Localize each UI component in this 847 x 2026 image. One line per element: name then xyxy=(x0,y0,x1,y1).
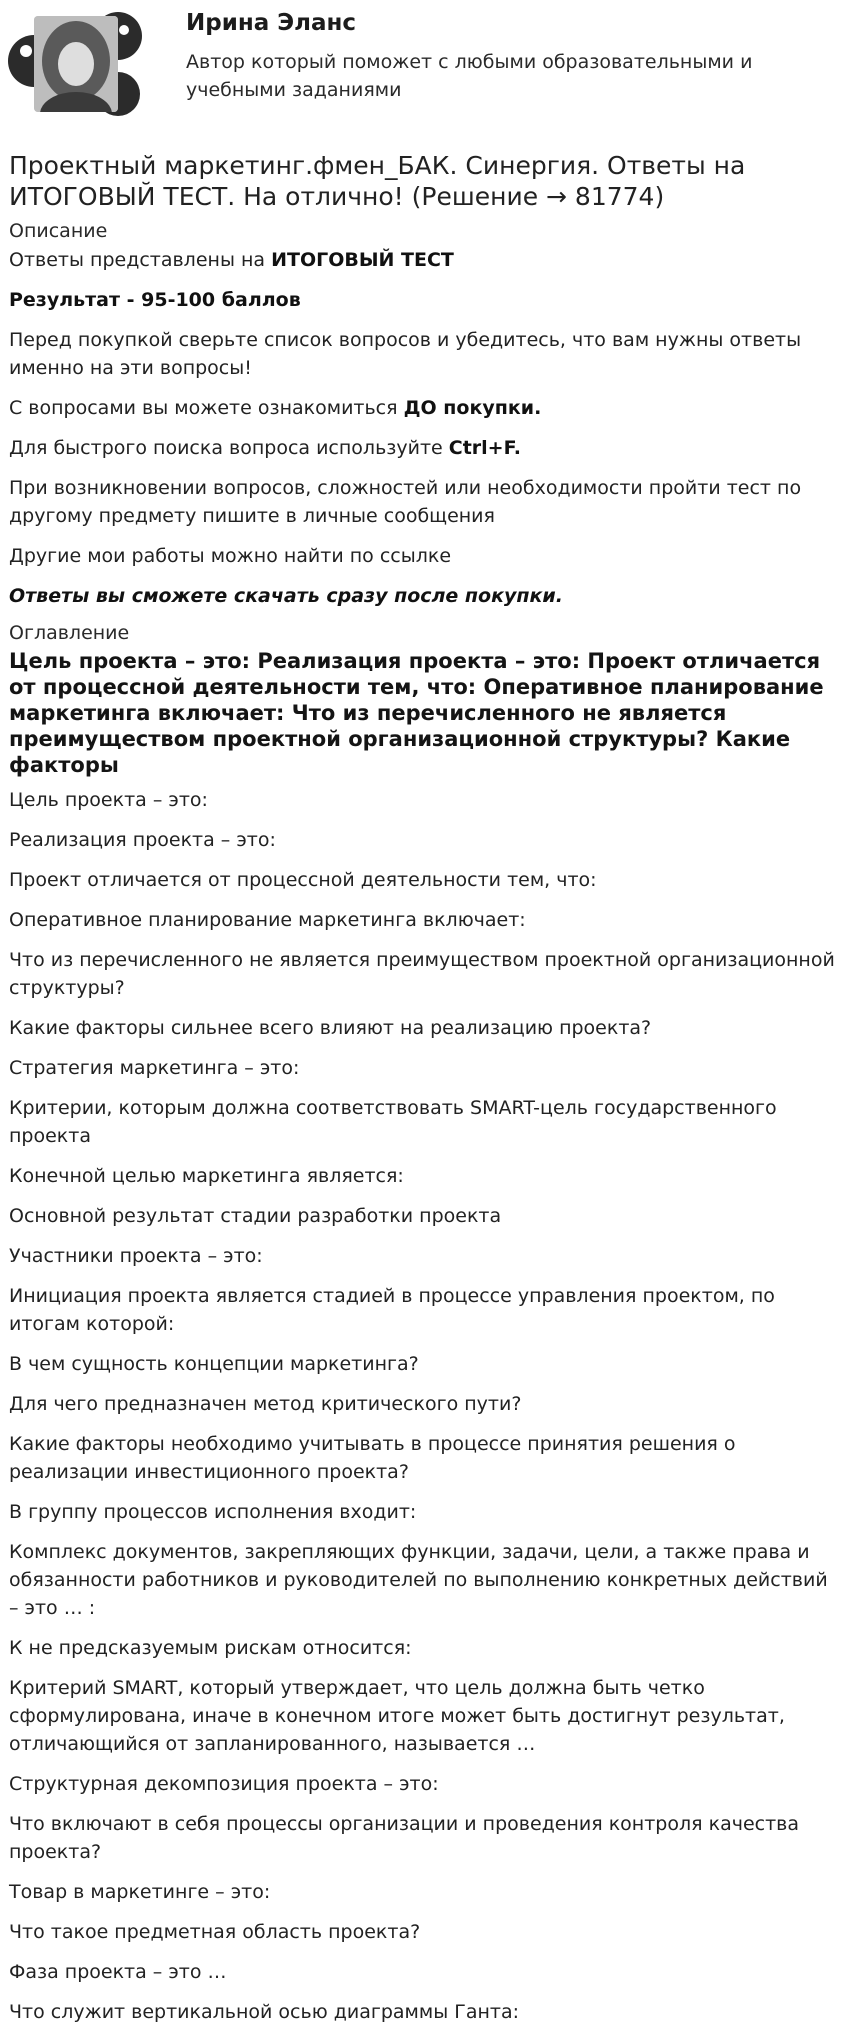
download-note-text: Ответы вы сможете скачать сразу после покупки. xyxy=(9,585,563,607)
question-item: Инициация проекта является стадией в процессе управления проектом, по итогам которой: xyxy=(9,1285,775,1335)
result-line xyxy=(9,286,838,314)
question-item: Какие факторы необходимо учитывать в процессе принятия решения о реализации инвестиционного проекта? xyxy=(9,1433,736,1483)
search-line xyxy=(9,434,838,462)
question-item: Конечной целью маркетинга является: xyxy=(9,1165,404,1187)
check-text: Перед покупкой сверьте список вопросов и убедитесь, что вам нужны ответы именно на эти вопросы! xyxy=(9,329,802,379)
result-text: Результат - 95-100 баллов xyxy=(9,289,301,311)
question-list xyxy=(9,786,838,2026)
question-item: Стратегия маркетинга – это: xyxy=(9,1057,300,1079)
download-note xyxy=(9,582,838,610)
question-item: Реализация проекта – это: xyxy=(9,829,276,851)
toc-heading: Цель проекта – это: Реализация проекта – это: Проект отличается от процессной деятельности тем, что: Оперативное планирование маркетинга включает: Что из перечисленного не является преимуществом проектной организационной структуры? Какие факторы xyxy=(9,649,824,777)
search-bold: Ctrl+F. xyxy=(448,437,521,459)
question-item: Комплекс документов, закрепляющих функции, задачи, цели, а также права и обязанности работников и руководителей по выполнению конкретных действий – это … : xyxy=(9,1541,828,1619)
answers-line xyxy=(9,246,838,274)
question-item: Что включают в себя процессы организации и проведения контроля качества проекта? xyxy=(9,1813,799,1863)
question-item: Фаза проекта – это … xyxy=(9,1961,227,1983)
question-item: Основной результат стадии разработки проекта xyxy=(9,1205,502,1227)
question-item: В группу процессов исполнения входит: xyxy=(9,1501,417,1523)
question-item: Что такое предметная область проекта? xyxy=(9,1921,421,1943)
question-item: Оперативное планирование маркетинга включает: xyxy=(9,909,526,931)
question-item: К не предсказуемым рискам относится: xyxy=(9,1637,412,1659)
preview-bold: ДО покупки. xyxy=(403,397,542,419)
question-item: Для чего предназначен метод критического пути? xyxy=(9,1393,522,1415)
author-card xyxy=(0,0,847,122)
contact-text: При возникновении вопросов, сложностей или необходимости пройти тест по другому предмету пишите в личные сообщения xyxy=(9,477,802,527)
question-item: Проект отличается от процессной деятельности тем, что: xyxy=(9,869,597,891)
question-item: Какие факторы сильнее всего влияют на реализацию проекта? xyxy=(9,1017,652,1039)
question-item: В чем сущность концепции маркетинга? xyxy=(9,1353,419,1375)
question-item: Структурная декомпозиция проекта – это: xyxy=(9,1773,439,1795)
description-label: Описание xyxy=(9,220,108,242)
search-prefix: Для быстрого поиска вопроса используйте xyxy=(9,437,449,459)
toc-label: Оглавление xyxy=(9,622,130,644)
author-name[interactable]: Ирина Эланс xyxy=(186,10,357,36)
preview-line xyxy=(9,394,838,422)
question-item: Товар в маркетинге – это: xyxy=(9,1881,271,1903)
question-item: Критерии, которым должна соответствовать SMART-цель государственного проекта xyxy=(9,1097,777,1147)
question-item: Критерий SMART, который утверждает, что цель должна быть четко сформулирована, иначе в конечном итоге может быть достигнут результат, отличающийся от запланированного, называется … xyxy=(9,1677,785,1755)
answers-prefix: Ответы представлены на xyxy=(9,249,272,271)
question-item: Что служит вертикальной осью диаграммы Ганта: xyxy=(9,2001,520,2023)
page-title: Проектный маркетинг.фмен_БАК. Синергия. Ответы на ИТОГОВЫЙ ТЕСТ. На отлично! (Решение → 81774) xyxy=(9,151,746,211)
question-item: Участники проекта – это: xyxy=(9,1245,263,1267)
question-item: Цель проекта – это: xyxy=(9,789,208,811)
author-description: Автор который поможет с любыми образовательными и учебными заданиями xyxy=(186,51,753,101)
author-avatar[interactable] xyxy=(6,6,146,121)
answers-bold: ИТОГОВЫЙ ТЕСТ xyxy=(271,249,454,271)
question-item: Что из перечисленного не является преимуществом проектной организационной структуры? xyxy=(9,949,835,999)
preview-prefix: С вопросами вы можете ознакомиться xyxy=(9,397,404,419)
other-works-text: Другие мои работы можно найти по ссылке xyxy=(9,545,452,567)
